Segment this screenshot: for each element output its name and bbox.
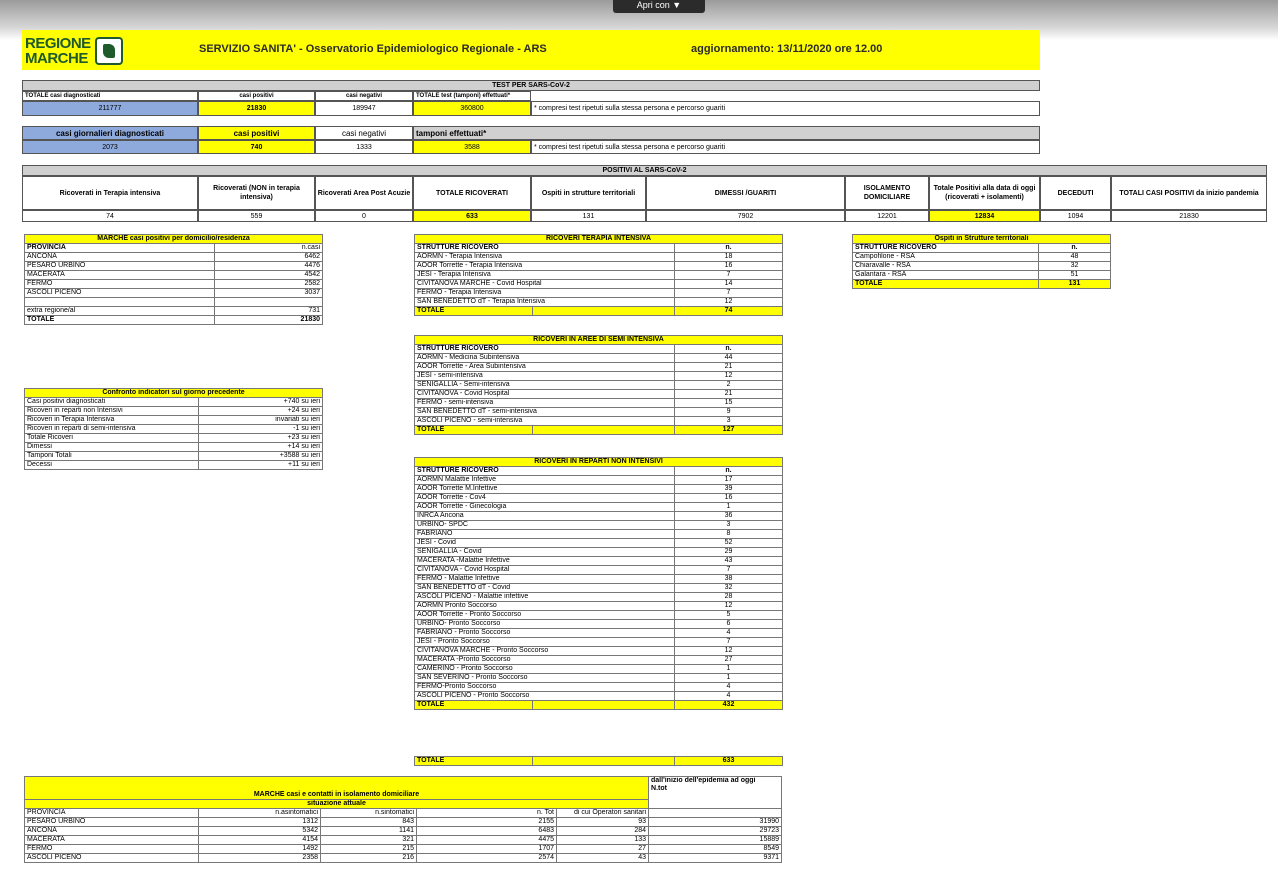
confronto-row-value: invariati su ieri: [199, 416, 323, 425]
totale-ricoveri-row: TOTALE 633: [414, 756, 783, 766]
nonint-row-label: SAN BENEDETTO dT - Covid: [415, 584, 675, 593]
positivi-value-9: 21830: [1111, 210, 1267, 222]
confronto-row: [25, 416, 323, 425]
iso-cell: 321: [321, 836, 417, 845]
open-with-button[interactable]: Apri con ▼: [613, 0, 705, 13]
confronto-row-label: Ricoveri in reparti non Intensivi: [25, 407, 199, 416]
iso-cell: 27: [557, 845, 649, 854]
ospiti-row-value: 32: [1039, 262, 1111, 271]
nonint-row-value: 8: [675, 530, 783, 539]
iso-row: [25, 854, 782, 863]
provincia-row: [25, 280, 323, 289]
nonint-row-label: FERMO-Pronto Soccorso: [415, 683, 675, 692]
provincia-row-value: 2582: [215, 280, 323, 289]
iso-header-2: n.sintomatici: [321, 809, 417, 818]
nonint-row-value: 12: [675, 602, 783, 611]
ti-row-label: SAN BENEDETTO dT - Terapia Intensiva: [415, 298, 675, 307]
ospiti-row-label: Chiaravalle - RSA: [853, 262, 1039, 271]
semi-row-value: 21: [675, 390, 783, 399]
nonint-row-value: 28: [675, 593, 783, 602]
nonint-row-label: INRCA Ancona: [415, 512, 675, 521]
nonint-row-label: CAMERINO - Pronto Soccorso: [415, 665, 675, 674]
confronto-row: [25, 443, 323, 452]
positivi-value-8: 1094: [1040, 210, 1111, 222]
ti-row-value: 14: [675, 280, 783, 289]
provincia-row-label: MACERATA: [25, 271, 215, 280]
nonint-row-value: 1: [675, 665, 783, 674]
nonint-row-value: 12: [675, 647, 783, 656]
nonint-row-label: ASCOLI PICENO - Pronto Soccorso: [415, 692, 675, 701]
positivi-value-4: 131: [531, 210, 646, 222]
semi-row-value: 9: [675, 408, 783, 417]
iso-header-0: PROVINCIA: [25, 809, 199, 818]
ti-row: [415, 262, 783, 271]
iso-cell: 216: [321, 854, 417, 863]
positivi-header-8: DECEDUTI: [1040, 176, 1111, 210]
iso-cell: 43: [557, 854, 649, 863]
nonint-row: [415, 629, 783, 638]
iso-cell: MACERATA: [25, 836, 199, 845]
positivi-header-4: Ospiti in strutture territoriali: [531, 176, 646, 210]
ti-row-value: 7: [675, 271, 783, 280]
iso-cell: 31990: [649, 818, 782, 827]
semi-row-label: AOOR Torrette - Area Subintensiva: [415, 363, 675, 372]
iso-cell: PESARO URBINO: [25, 818, 199, 827]
nonint-row-value: 27: [675, 656, 783, 665]
service-title: SERVIZIO SANITA' - Osservatorio Epidemiologico Regionale - ARS: [199, 43, 547, 55]
iso-cell: 843: [321, 818, 417, 827]
iso-cell: 93: [557, 818, 649, 827]
semi-row: [415, 417, 783, 426]
iso-row: [25, 818, 782, 827]
semi-row-label: FERMO - semi-intensiva: [415, 399, 675, 408]
regione-marche-logo: REGIONE MARCHE: [25, 34, 125, 66]
nonint-row-value: 3: [675, 521, 783, 530]
nonint-row: [415, 674, 783, 683]
provincia-row-label: ANCONA: [25, 253, 215, 262]
positivi-header-2: Ricoverati Area Post Acuzie: [315, 176, 413, 210]
confronto-row-label: Dimessi: [25, 443, 199, 452]
semi-row-label: ASCOLI PICENO - semi-intensiva: [415, 417, 675, 426]
nonint-row: [415, 476, 783, 485]
provincia-row: [25, 298, 323, 307]
terapia-intensiva-table: RICOVERI TERAPIA INTENSIVA STRUTTURE RICOVERO n. AORMN - Terapia Intensiva 18 AOOR Torrette - Terapia Intensiva 16 JESI - Terapia Intensiva 7 CIVITANOVA MARCHE - Covid Hospital 14 FERMO - Terapia Intensiva 7 SAN BENEDETTO dT - Terapia Intensiva 12 TOTALE 74: [414, 234, 783, 316]
nonint-row-label: JESI - Covid: [415, 539, 675, 548]
nonint-row: [415, 566, 783, 575]
semi-row: [415, 381, 783, 390]
ospiti-row: [853, 271, 1111, 280]
iso-cell: FERMO: [25, 845, 199, 854]
nonint-row: [415, 494, 783, 503]
nonint-row: [415, 656, 783, 665]
ti-row: [415, 298, 783, 307]
nonint-row-label: AOOR Torrette - Ginecologia: [415, 503, 675, 512]
confronto-row-label: Ricoveri in Terapia Intensiva: [25, 416, 199, 425]
nonint-row-value: 6: [675, 620, 783, 629]
isolamento-domiciliare-table: MARCHE casi e contatti in isolamento domiciliare dall'inizio dell'epidemia ad oggi N.tot situazione attuale PROVINCIA n.asintomatici n.sintomatici n. Tot di cui Operatori sanitari PESARO URBINO 1312 843 2155 93 31990 ANCONA 5342 1141 6483 284 29723 MACERATA 4154 321 4475 133 15889 FERMO 1492 215 1707 27 8549 ASCOLI PICENO 2358 216 2574 43 9371: [24, 776, 782, 863]
nonint-row: [415, 575, 783, 584]
iso-header-1: n.asintomatici: [199, 809, 321, 818]
iso-cell: 4154: [199, 836, 321, 845]
iso-cell: 29723: [649, 827, 782, 836]
nonint-row: [415, 692, 783, 701]
confronto-row-value: +23 su ieri: [199, 434, 323, 443]
semi-row-value: 12: [675, 372, 783, 381]
iso-cell: 284: [557, 827, 649, 836]
semi-row-value: 21: [675, 363, 783, 372]
positivi-header-7: Totale Positivi alla data di oggi (ricoverati + isolamenti): [929, 176, 1040, 210]
iso-cell: 6483: [417, 827, 557, 836]
confronto-row-value: +14 su ieri: [199, 443, 323, 452]
nonint-row-value: 7: [675, 638, 783, 647]
provincia-row-value: 6462: [215, 253, 323, 262]
iso-row: [25, 836, 782, 845]
confronto-row-value: +740 su ieri: [199, 398, 323, 407]
semi-row-value: 15: [675, 399, 783, 408]
nonint-row: [415, 647, 783, 656]
iso-cell: 1312: [199, 818, 321, 827]
nonint-row: [415, 683, 783, 692]
positivi-value-7: 12834: [929, 210, 1040, 222]
provincia-row-value: [215, 298, 323, 307]
ti-row: [415, 271, 783, 280]
ospiti-row-value: 51: [1039, 271, 1111, 280]
semi-row-label: AORMN - Medicina Subintensiva: [415, 354, 675, 363]
iso-cell: 4475: [417, 836, 557, 845]
nonint-row-value: 4: [675, 692, 783, 701]
nonint-row-label: ASCOLI PICENO - Malattie infettive: [415, 593, 675, 602]
tests-title: TEST PER SARS-CoV-2: [22, 80, 1040, 91]
ti-row: [415, 289, 783, 298]
nonint-row-label: FERMO - Malattie Infettive: [415, 575, 675, 584]
iso-cell: 5342: [199, 827, 321, 836]
report-banner: [22, 30, 1040, 70]
iso-header-blank: [649, 809, 782, 818]
nonint-row: [415, 539, 783, 548]
provincia-row-label: FERMO: [25, 280, 215, 289]
iso-cell: 133: [557, 836, 649, 845]
positivi-title: POSITIVI AL SARS-CoV-2: [22, 165, 1267, 176]
nonint-row-label: FABRIANO: [415, 530, 675, 539]
positivi-header-9: TOTALI CASI POSITIVI da inizio pandemia: [1111, 176, 1267, 210]
nonint-row-label: AOOR Torrette - Pronto Soccorso: [415, 611, 675, 620]
semi-row: [415, 354, 783, 363]
nonint-row-value: 5: [675, 611, 783, 620]
semi-row-value: 3: [675, 417, 783, 426]
provincia-row-label: ASCOLI PICENO: [25, 289, 215, 298]
nonint-row: [415, 512, 783, 521]
ospiti-row-value: 48: [1039, 253, 1111, 262]
confronto-row: [25, 425, 323, 434]
iso-cell: ANCONA: [25, 827, 199, 836]
nonint-row-label: URBINO- Pronto Soccorso: [415, 620, 675, 629]
nonint-row: [415, 602, 783, 611]
nonint-row-label: JESI - Pronto Soccorso: [415, 638, 675, 647]
ti-row-label: AOOR Torrette - Terapia Intensiva: [415, 262, 675, 271]
ospiti-row: [853, 262, 1111, 271]
semi-row: [415, 372, 783, 381]
confronto-row-label: Ricoveri in reparti di semi-intensiva: [25, 425, 199, 434]
semi-row: [415, 363, 783, 372]
nonint-row-value: 36: [675, 512, 783, 521]
confronto-row-label: Casi positivi diagnosticati: [25, 398, 199, 407]
provincia-row-value: 4476: [215, 262, 323, 271]
iso-header-4: di cui Operatori sanitari: [557, 809, 649, 818]
nonint-row-label: MACERATA -Pronto Soccorso: [415, 656, 675, 665]
nonint-row: [415, 620, 783, 629]
nonint-row-label: AORMN Malattie Infettive: [415, 476, 675, 485]
nonint-row: [415, 665, 783, 674]
confronto-row: [25, 452, 323, 461]
nonint-row: [415, 557, 783, 566]
iso-cell: 215: [321, 845, 417, 854]
ti-row-label: JESI - Terapia Intensiva: [415, 271, 675, 280]
nonint-row-value: 52: [675, 539, 783, 548]
positivi-value-1: 559: [198, 210, 315, 222]
provincia-row-value: 4542: [215, 271, 323, 280]
nonint-row: [415, 611, 783, 620]
update-date: aggiornamento: 13/11/2020 ore 12.00: [691, 43, 883, 55]
nonint-row-label: SENIGALLIA - Covid: [415, 548, 675, 557]
nonint-row-label: FABRIANO - Pronto Soccorso: [415, 629, 675, 638]
positivi-header-5: DIMESSI /GUARITI: [646, 176, 845, 210]
iso-cell: 8549: [649, 845, 782, 854]
semi-row-label: JESI - semi-intensiva: [415, 372, 675, 381]
nonint-row: [415, 485, 783, 494]
reparti-non-intensivi-table: RICOVERI IN REPARTI NON INTENSIVI STRUTTURE RICOVERO n. AORMN Malattie Infettive 17 AOOR Torrette M.Infettive 39 AOOR Torrette - Cov4 16 AOOR Torrette - Ginecologia 1 INRCA Ancona 36 URBINO- SPDC 3 FABRIANO 8 JESI - Covid 52 SENIGALLIA - Covid 29 MACERATA -Malattie Infettive 43 CIVITANOVA - Covid Hospital 7 FERMO - Malattie Infettive 38 SAN BENEDETTO dT - Covid 32 ASCOLI PICENO - Malattie infettive 28 AORMN Pronto Soccorso 12 AOOR Torrette - Pronto Soccorso 5 URBINO- Pronto Soccorso 6 FABRIANO - Pronto Soccorso 4 JESI - Pronto Soccorso 7 CIVITANOVA MARCHE - Pronto Soccorso 12 MACERATA -Pronto Soccorso 27 CAMERINO - Pronto Soccorso 1 SAN SEVERINO - Pronto Soccorso 1 FERMO-Pronto Soccorso 4 ASCOLI PICENO - Pronto Soccorso 4 TOTALE 432: [414, 457, 783, 710]
ti-row: [415, 280, 783, 289]
iso-row: [25, 827, 782, 836]
iso-cell: 2155: [417, 818, 557, 827]
nonint-row: [415, 638, 783, 647]
iso-cell: 9371: [649, 854, 782, 863]
provincia-row: [25, 271, 323, 280]
nonint-row-value: 16: [675, 494, 783, 503]
ti-row-value: 18: [675, 253, 783, 262]
ti-row-value: 16: [675, 262, 783, 271]
semi-row-label: SAN BENEDETTO dT - semi-intensiva: [415, 408, 675, 417]
confronto-row-value: -1 su ieri: [199, 425, 323, 434]
nonint-row-value: 38: [675, 575, 783, 584]
iso-header-3: n. Tot: [417, 809, 557, 818]
nonint-row-label: AORMN Pronto Soccorso: [415, 602, 675, 611]
semi-row: [415, 408, 783, 417]
confronto-row: [25, 398, 323, 407]
iso-cell: ASCOLI PICENO: [25, 854, 199, 863]
positivi-header-1: Ricoverati (NON in terapia intensiva): [198, 176, 315, 210]
nonint-row-value: 39: [675, 485, 783, 494]
semi-row: [415, 390, 783, 399]
ti-row-label: AORMN - Terapia Intensiva: [415, 253, 675, 262]
nonint-row-label: AOOR Torrette - Cov4: [415, 494, 675, 503]
semi-intensiva-table: RICOVERI IN AREE DI SEMI INTENSIVA STRUTTURE RICOVERO n. AORMN - Medicina Subintensiva 44 AOOR Torrette - Area Subintensiva 21 JESI - semi-intensiva 12 SENIGALLIA - Semi-intensiva 2 CIVITANOVA - Covid Hospital 21 FERMO - semi-intensiva 15 SAN BENEDETTO dT - semi-intensiva 9 ASCOLI PICENO - semi-intensiva 3 TOTALE 127: [414, 335, 783, 435]
ospiti-row-label: Galantara - RSA: [853, 271, 1039, 280]
provincia-row-value: 3037: [215, 289, 323, 298]
semi-row-value: 44: [675, 354, 783, 363]
iso-cell: 1141: [321, 827, 417, 836]
nonint-row-label: CIVITANOVA - Covid Hospital: [415, 566, 675, 575]
positivi-header-0: Ricoverati in Terapia intensiva: [22, 176, 198, 210]
positivi-header-3: TOTALE RICOVERATI: [413, 176, 531, 210]
nonint-row-label: SAN SEVERINO - Pronto Soccorso: [415, 674, 675, 683]
nonint-row: [415, 584, 783, 593]
nonint-row: [415, 521, 783, 530]
ospiti-territoriali-table: Ospiti in Strutture territoriali STRUTTURE RICOVERO n. Campofilone - RSA 48 Chiaravalle - RSA 32 Galantara - RSA 51 TOTALE 131: [852, 234, 1111, 289]
nonint-row-value: 32: [675, 584, 783, 593]
provincia-row-label: PESARO URBINO: [25, 262, 215, 271]
nonint-row-value: 17: [675, 476, 783, 485]
confronto-table: Confronto indicatori sul giorno precedente Casi positivi diagnosticati +740 su ieri Ricoveri in reparti non Intensivi +24 su ieri Ricoveri in Terapia Intensiva invariati su ieri Ricoveri in reparti di semi-intensiva -1 su ieri Totale Ricoveri +23 su ieri Dimessi +14 su ieri Tamponi Totali +3588 su ieri Decessi +11 su ieri: [24, 388, 323, 470]
nonint-row-value: 29: [675, 548, 783, 557]
iso-cell: 2574: [417, 854, 557, 863]
nonint-row-label: URBINO- SPDC: [415, 521, 675, 530]
provincia-row: [25, 289, 323, 298]
ti-row-label: CIVITANOVA MARCHE - Covid Hospital: [415, 280, 675, 289]
nonint-row-value: 7: [675, 566, 783, 575]
nonint-row-label: CIVITANOVA MARCHE - Pronto Soccorso: [415, 647, 675, 656]
nonint-row: [415, 530, 783, 539]
provincia-row: [25, 307, 323, 316]
provincia-row-value: 731: [215, 307, 323, 316]
confronto-row: [25, 434, 323, 443]
provincia-table: MARCHE casi positivi per domicilio/residenza PROVINCIA n.casi ANCONA 6462 PESARO URBINO 4476 MACERATA 4542 FERMO 2582 ASCOLI PICENO 3037 extra regione/al 731 TOTALE 21830: [24, 234, 323, 325]
positivi-value-5: 7902: [646, 210, 845, 222]
ospiti-row: [853, 253, 1111, 262]
positivi-value-2: 0: [315, 210, 413, 222]
nonint-row-value: 1: [675, 503, 783, 512]
nonint-row: [415, 593, 783, 602]
semi-row-label: CIVITANOVA - Covid Hospital: [415, 390, 675, 399]
semi-row: [415, 399, 783, 408]
iso-cell: 2358: [199, 854, 321, 863]
nonint-row: [415, 548, 783, 557]
nonint-row: [415, 503, 783, 512]
iso-cell: 1492: [199, 845, 321, 854]
provincia-row: [25, 262, 323, 271]
marche-emblem-icon: [95, 37, 123, 65]
provincia-row: [25, 253, 323, 262]
confronto-row: [25, 461, 323, 470]
semi-row-value: 2: [675, 381, 783, 390]
positivi-header-6: ISOLAMENTO DOMICILIARE: [845, 176, 929, 210]
iso-cell: 15889: [649, 836, 782, 845]
nonint-row-value: 1: [675, 674, 783, 683]
confronto-row-label: Totale Ricoveri: [25, 434, 199, 443]
positivi-value-6: 12201: [845, 210, 929, 222]
confronto-row-value: +11 su ieri: [199, 461, 323, 470]
ti-row-value: 12: [675, 298, 783, 307]
confronto-row-label: Decessi: [25, 461, 199, 470]
confronto-row-value: +3588 su ieri: [199, 452, 323, 461]
iso-cell: 1707: [417, 845, 557, 854]
confronto-row: [25, 407, 323, 416]
positivi-value-3: 633: [413, 210, 531, 222]
semi-row-label: SENIGALLIA - Semi-intensiva: [415, 381, 675, 390]
ospiti-row-label: Campofilone - RSA: [853, 253, 1039, 262]
provincia-row-label: [25, 298, 215, 307]
nonint-row-label: AOOR Torrette M.Infettive: [415, 485, 675, 494]
provincia-row-label: extra regione/al: [25, 307, 215, 316]
confronto-row-label: Tamponi Totali: [25, 452, 199, 461]
nonint-row-value: 4: [675, 683, 783, 692]
positivi-value-0: 74: [22, 210, 198, 222]
nonint-row-value: 4: [675, 629, 783, 638]
iso-row: [25, 845, 782, 854]
nonint-row-label: MACERATA -Malattie Infettive: [415, 557, 675, 566]
ti-row-label: FERMO - Terapia Intensiva: [415, 289, 675, 298]
ti-row-value: 7: [675, 289, 783, 298]
nonint-row-value: 43: [675, 557, 783, 566]
ti-row: [415, 253, 783, 262]
confronto-row-value: +24 su ieri: [199, 407, 323, 416]
